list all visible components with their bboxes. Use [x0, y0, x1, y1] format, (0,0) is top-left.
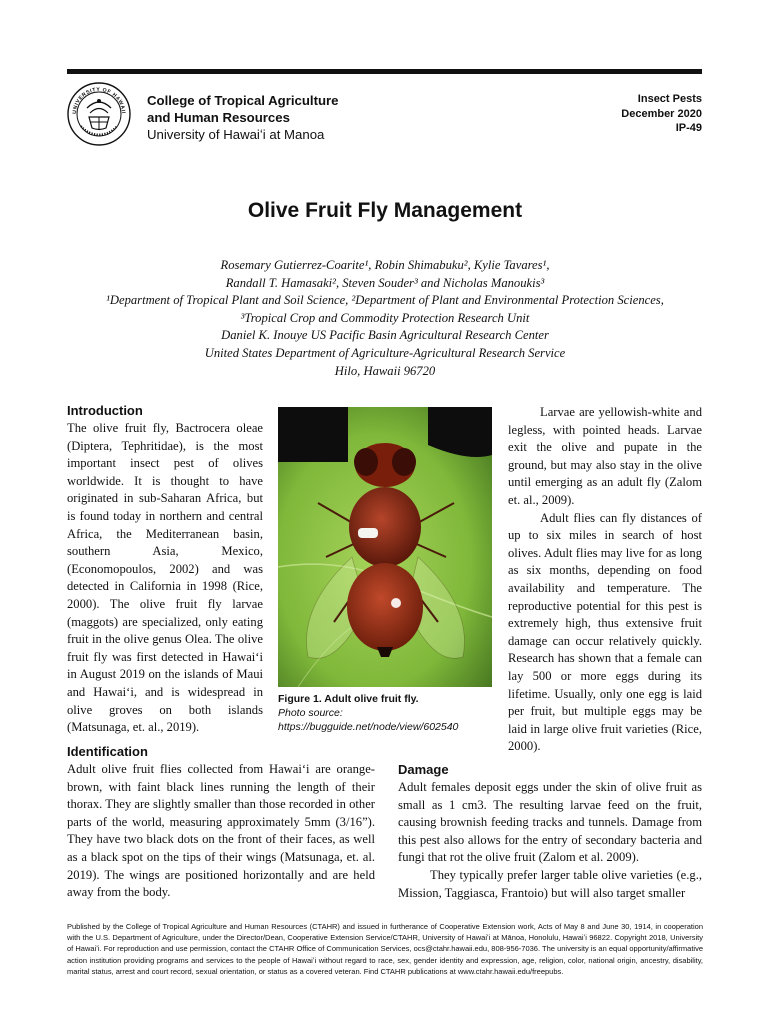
- publication-series: Insect Pests: [637, 93, 702, 105]
- damage-paragraph-1: Adult females deposit eggs under the skin of olive fruit as small as 1 cm3. The resulting larvae feed on the fruit, causing brownish feeding tracks and tunnels. Damage from this pest also allows for the entry of secondary bacteria and fungi that rot the olive fruit (Zalom et al. 2009).: [398, 780, 702, 865]
- affiliation-location: Hilo, Hawaii 96720: [334, 363, 436, 378]
- authors-line2: Randall T. Hamasaki², Steven Souder³ and Nicholas Manoukis³: [225, 275, 545, 290]
- larvae-paragraph: Larvae are yellowish-white and legless, with pointed heads. Larvae exit the olive and pupate in the ground, but may also stay in the olive until emerging as an adult fly (Zalom et. al., 2009).: [508, 405, 702, 507]
- figure-caption: [278, 692, 498, 734]
- figure-source: Photo source: https://bugguide.net/node/view/602540: [278, 707, 459, 733]
- affiliation-line1: ¹Department of Tropical Plant and Soil Science, ²Department of Plant and Environmental Protection Sciences,: [106, 293, 664, 308]
- affiliation-line3: Daniel K. Inouye US Pacific Basin Agricultural Research Center: [221, 328, 549, 343]
- introduction-heading: Introduction: [67, 403, 143, 418]
- damage-paragraph-2: They typically prefer larger table olive varieties (e.g., Mission, Taggiasca, Frantoio) but will also target smaller: [398, 867, 702, 900]
- damage-heading: Damage: [398, 762, 449, 777]
- publication-info: [621, 92, 702, 136]
- publication-date: December 2020: [621, 107, 702, 120]
- college-name-line1: College of Tropical Agriculture: [147, 93, 339, 108]
- header-rule: [67, 69, 702, 74]
- college-name: [147, 92, 339, 143]
- identification-heading: Identification: [67, 744, 148, 759]
- affiliation-line4: United States Department of Agriculture-Agricultural Research Service: [204, 345, 566, 360]
- authors-line1: Rosemary Gutierrez-Coarite¹, Robin Shimabuku², Kylie Tavares¹,: [220, 258, 550, 272]
- introduction-text: The olive fruit fly, Bactrocera oleae (Diptera, Tephritidae), is the most important insect pest of olives worldwide. It is thought to have originated in sub-Saharan Africa, but is found today in northern and central Africa, the Mediterranean basin, southern Asia, Mexico, (Economopoulos, 2002) and was detected in California in 1998 (Rice, 2000). The olive fruit fly larvae (maggots) are specialized, only eating fruit in the olive genus Olea. The olive fruit fly was first detected in Hawaiʻi in August 2019 on the islands of Maui and Hawaiʻi, and is widespread in olive groves on both islands (Matsunaga, et. al., 2019).: [67, 421, 263, 735]
- figure-title: Figure 1. Adult olive fruit fly.: [278, 693, 419, 705]
- olive-fruit-fly-photo: [278, 407, 492, 687]
- identification-text: Adult olive fruit flies collected from Hawaiʻi are orange-brown, with faint black lines running the length of their thorax. They are slightly smaller than those recorded in other parts of the world, measuring approximately 5mm (3/16”). They have two black dots on the front of their faces, as well as a black spot on the tips of their wings (Matsunaga, et. al. 2019). The wings are positioned horizontally and are held away from the body.: [67, 762, 375, 900]
- university-seal-icon: [67, 82, 131, 146]
- college-name-line2: and Human Resources: [147, 110, 290, 125]
- larvae-section: [508, 404, 702, 756]
- svg-text:UNIVERSITY OF HAWAII: UNIVERSITY OF HAWAII: [71, 86, 127, 115]
- publication-footer: Published by the College of Tropical Agriculture and Human Resources (CTAHR) and issued in furtherance of Cooperative Extension work, Acts of May 8 and June 30, 1914, in cooperation with the U.S. Department of Agriculture, under the Director/Dean, Cooperative Extension Service/CTAHR, University of Hawaiʻi at Mānoa, Honolulu, Hawaiʻi 96822. Copyright 2018, University of Hawaiʻi. For reproduction and use permission, contact the CTAHR Office of Communication Services, ocs@ctahr.hawaii.edu, 808-956-7036. The university is an equal opportunity/affirmative action institution providing programs and services to the people of Hawaiʻi without regard to race, sex, gender identity and expression, age, religion, color, national origin, ancestry, disability, marital status, arrest and court record, sexual orientation, or status as a covered veteran. Find CTAHR publications at www.ctahr.hawaii.edu/freepubs.: [67, 922, 703, 976]
- publication-number: IP-49: [675, 122, 702, 134]
- page-title: Olive Fruit Fly Management: [247, 199, 523, 222]
- identification-section: [67, 744, 375, 902]
- damage-section: [398, 762, 702, 902]
- affiliation-line2: ³Tropical Crop and Commodity Protection Research Unit: [240, 310, 530, 325]
- adult-flies-paragraph: Adult flies can fly distances of up to six miles in search of host olives. Adult flies may live for as long as six months, depending on food availability and temperature. The reproductive potential for this pest is extremely high, thus extensive fruit damage can occur relatively quickly. Research has shown that a female can lay 500 or more eggs during its lifetime. Usually, only one egg is laid per fruit, but multiple eggs may be laid in large olive fruit varieties (Rice, 2000).: [508, 510, 702, 754]
- introduction-section: [67, 403, 263, 737]
- university-name: University of Hawaiʻi at Manoa: [147, 127, 325, 142]
- authors-block: [0, 257, 770, 380]
